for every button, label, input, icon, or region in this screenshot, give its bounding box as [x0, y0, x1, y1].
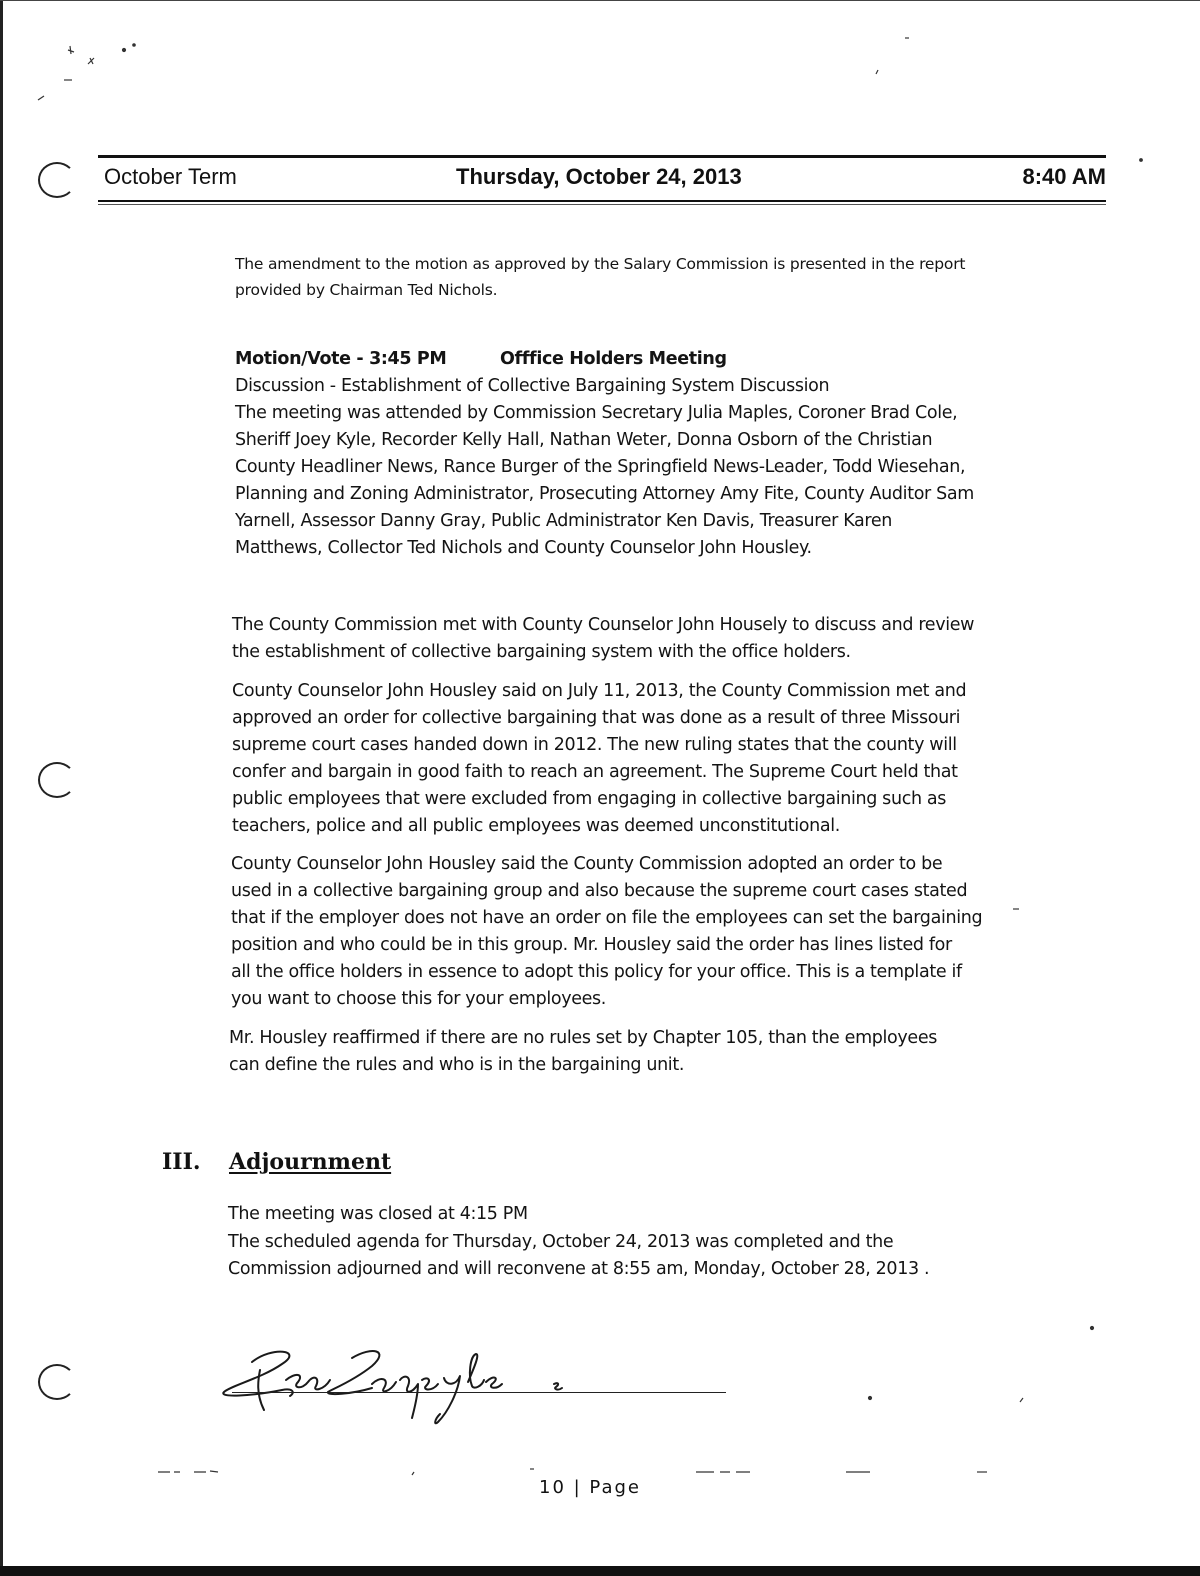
page-number: 10 | Page — [539, 1477, 641, 1498]
paragraph-line: Mr. Housley reaffirmed if there are no rules set by Chapter 105, than the employees — [229, 1028, 938, 1048]
handwritten-signature — [212, 1340, 592, 1430]
attendance-line: Sheriff Joey Kyle, Recorder Kelly Hall, Nathan Weter, Donna Osborn of the Christian — [235, 430, 933, 450]
paragraph-line: public employees that were excluded from engaging in collective bargaining such as — [232, 789, 947, 809]
punch-hole — [38, 762, 76, 798]
punch-hole — [38, 162, 76, 198]
paragraph-line: supreme court cases handed down in 2012. The new ruling states that the county will — [232, 735, 957, 755]
signature-line — [232, 1392, 726, 1393]
header-rule-top — [98, 155, 1106, 158]
motion-discussion: Discussion - Establishment of Collective Bargaining System Discussion — [235, 376, 830, 396]
paragraph-line: approved an order for collective bargaining that was done as a result of three Missouri — [232, 708, 961, 728]
header-rule-bottom — [98, 200, 1106, 202]
header-time: 8:40 AM — [1022, 164, 1106, 189]
attendance-line: Planning and Zoning Administrator, Prosecuting Attorney Amy Fite, County Auditor Sam — [235, 484, 974, 504]
header-rule-bottom-thin — [98, 204, 1106, 205]
paragraph-line: confer and bargain in good faith to reach an agreement. The Supreme Court held that — [232, 762, 958, 782]
paragraph-line: County Counselor John Housley said on July 11, 2013, the County Commission met and — [232, 681, 967, 701]
attendance-line: Yarnell, Assessor Danny Gray, Public Administrator Ken Davis, Treasurer Karen — [235, 511, 893, 531]
attendance-line: County Headliner News, Rance Burger of the Springfield News-Leader, Todd Wiesehan, — [235, 457, 966, 477]
attendance-line: Matthews, Collector Ted Nichols and County Counselor John Housley. — [235, 538, 812, 558]
motion-meeting-title: Offfice Holders Meeting — [500, 349, 727, 369]
adjournment-line: The scheduled agenda for Thursday, October 24, 2013 was completed and the — [228, 1232, 894, 1252]
paragraph-line: The County Commission met with County Counselor John Housely to discuss and review — [232, 615, 975, 635]
paragraph-line: County Counselor John Housley said the County Commission adopted an order to be — [231, 854, 943, 874]
motion-label: Motion/Vote - 3:45 PM — [235, 349, 447, 369]
paragraph-line: that if the employer does not have an order on file the employees can set the bargaining — [231, 908, 983, 928]
paragraph-line: teachers, police and all public employees was deemed unconstitutional. — [232, 816, 840, 836]
adjournment-line: The meeting was closed at 4:15 PM — [228, 1204, 528, 1224]
intro-line: The amendment to the motion as approved by the Salary Commission is presented in the report — [235, 255, 966, 273]
attendance-line: The meeting was attended by Commission Secretary Julia Maples, Coroner Brad Cole, — [235, 403, 958, 423]
header-date: Thursday, October 24, 2013 — [456, 164, 742, 189]
intro-line: provided by Chairman Ted Nichols. — [235, 281, 498, 299]
paragraph-line: position and who could be in this group. Mr. Housley said the order has lines listed for — [231, 935, 952, 955]
section-title-adjournment: Adjournment — [229, 1149, 392, 1175]
section-number: III. — [162, 1149, 201, 1175]
paragraph-line: you want to choose this for your employees. — [231, 989, 607, 1009]
paragraph-line: used in a collective bargaining group and also because the supreme court cases stated — [231, 881, 968, 901]
punch-hole — [38, 1364, 76, 1400]
header-term: October Term — [104, 164, 237, 189]
paragraph-line: can define the rules and who is in the bargaining unit. — [229, 1055, 685, 1075]
paragraph-line: the establishment of collective bargaining system with the office holders. — [232, 642, 851, 662]
paragraph-line: all the office holders in essence to adopt this policy for your office. This is a template if — [231, 962, 962, 982]
adjournment-line: Commission adjourned and will reconvene at 8:55 am, Monday, October 28, 2013 . — [228, 1259, 930, 1279]
